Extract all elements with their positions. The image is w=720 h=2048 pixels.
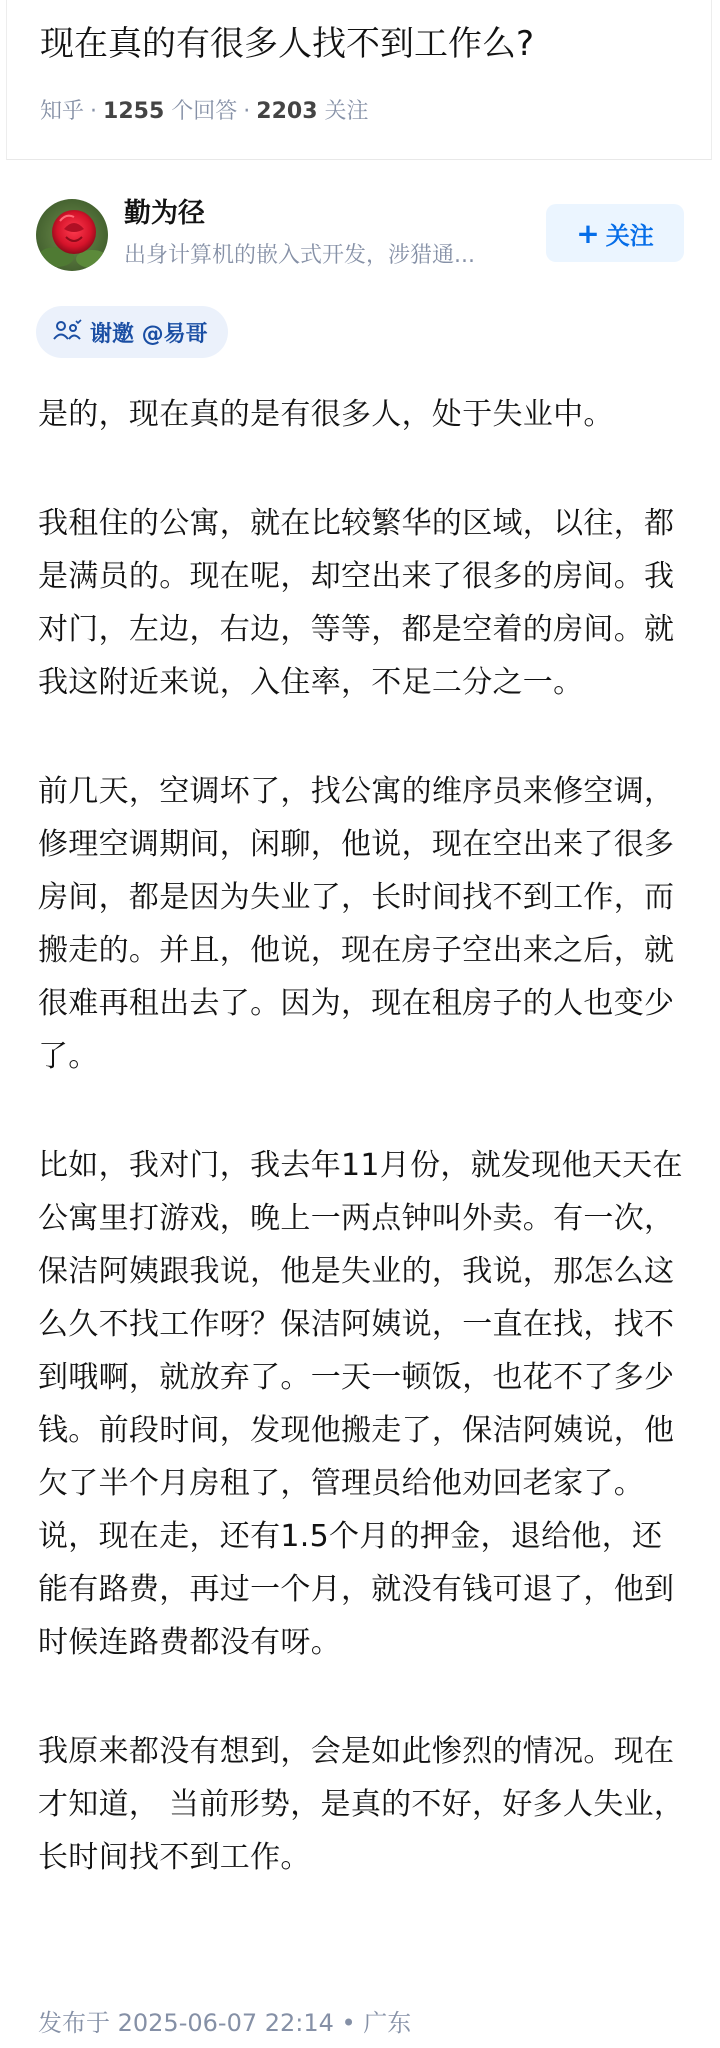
answer-paragraph: 比如，我对门，我去年11月份，就发现他天天在公寓里打游戏，晚上一两点钟叫外卖。有一次，保洁阿姨跟我说，他是失业的，我说，那怎么这么久不找工作呀？保洁阿姨说，一直在找，找不到哦啊，就放弃了。一天一顿饭，也花不了多少钱。前段时间，发现他搬走了，保洁阿姨说，他欠了半个月房租了，管理员给他劝回老家了。说，现在走，还有1.5个月的押金，退给他，还能有路费，再过一个月，就没有钱可退了，他到时候连路费都没有呀。 — [38, 1148, 683, 1660]
answer-content — [38, 388, 688, 1940]
question-header[interactable] — [6, 0, 712, 160]
answer-count: 1255 — [103, 99, 165, 124]
source-label: 知乎 — [40, 99, 85, 124]
answer-count-label: 个回答 — [171, 99, 238, 124]
follow-button[interactable] — [546, 204, 684, 262]
invite-badge[interactable] — [36, 306, 228, 358]
question-meta — [40, 97, 369, 127]
follow-count-label: 关注 — [324, 99, 369, 124]
answer-paragraph: 前几天，空调坏了，找公寓的维序员来修空调，修理空调期间，闲聊，他说，现在空出来了很多房间，都是因为失业了，长时间找不到工作，而搬走的。并且，他说，现在房子空出来之后，就很难再租出去了。因为，现在租房子的人也变少了。 — [38, 774, 675, 1074]
answer-paragraph: 是的，现在真的是有很多人，处于失业中。 — [38, 397, 614, 432]
author-bio: 出身计算机的嵌入式开发，涉猎通... — [124, 243, 475, 268]
rose-avatar-icon — [36, 199, 108, 271]
follow-button-label: 关注 — [605, 221, 654, 250]
follow-count: 2203 — [256, 99, 318, 124]
author-name[interactable]: 勤为径 — [124, 198, 205, 229]
invite-icon — [52, 319, 82, 345]
invite-text: 谢邀 @易哥 — [90, 321, 208, 347]
meta-separator: · — [243, 99, 251, 124]
question-title[interactable]: 现在真的有很多人找不到工作么? — [40, 24, 535, 64]
author-avatar[interactable] — [36, 199, 108, 271]
answer-paragraph: 我原来都没有想到，会是如此惨烈的情况。现在才知道， 当前形势，是真的不好，好多人失业，长时间找不到工作。 — [38, 1734, 685, 1875]
plus-icon: + — [576, 216, 600, 250]
answer-paragraph: 我租住的公寓，就在比较繁华的区域，以往，都是满员的。现在呢，却空出来了很多的房间。我对门，左边，右边，等等，都是空着的房间。就我这附近来说，入住率，不足二分之一。 — [38, 506, 675, 700]
publish-info: 发布于 2025-06-07 22:14 • 广东 — [38, 2009, 412, 2037]
meta-separator: · — [90, 99, 98, 124]
